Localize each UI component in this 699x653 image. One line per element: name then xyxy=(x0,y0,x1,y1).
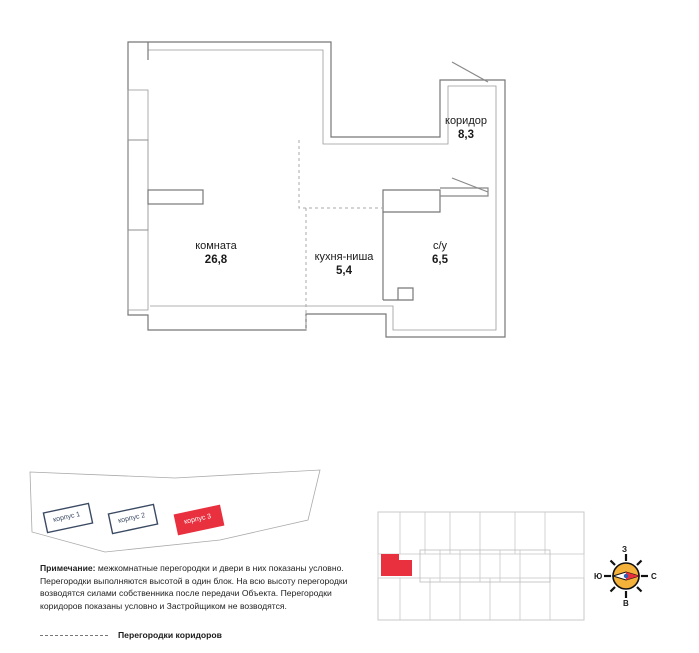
compass-letter-top: З xyxy=(622,545,628,554)
room-area: 6,5 xyxy=(432,254,448,266)
room-area: 8,3 xyxy=(457,129,474,141)
site-plan xyxy=(30,470,320,552)
note-text xyxy=(40,562,370,612)
compass-letter-left: Ю xyxy=(594,572,603,581)
room-name: кухня-ниша xyxy=(314,251,374,263)
room-label-bathroom xyxy=(432,239,448,267)
room-label-kitchen xyxy=(315,250,374,278)
building-3-label: корпус 3 xyxy=(183,513,212,526)
legend-label: Перегородки коридоров xyxy=(118,630,222,640)
legend-dash-symbol xyxy=(40,635,108,636)
key-plan-highlight xyxy=(381,554,412,576)
note-body: межкомнатные перегородки и двери в них показаны условно. Перегородки выполняются высотой в один блок. На всю высоту перегородки возводятся силами собственника после передачи Объекта. Перегородки коридоров показаны условно и Застройщиком не возводятся. xyxy=(40,563,348,611)
room-area: 5,4 xyxy=(335,265,352,277)
compass-letter-bottom: В xyxy=(623,599,629,608)
building-1-label: корпус 1 xyxy=(52,511,81,524)
building-2-label: корпус 2 xyxy=(117,512,146,525)
note-title: Примечание: xyxy=(40,563,96,573)
room-name: коридор xyxy=(445,115,487,127)
compass-letter-right: С xyxy=(651,572,657,581)
room-area: 26,8 xyxy=(204,254,228,266)
room-label-corridor xyxy=(445,114,487,142)
legend xyxy=(40,630,222,640)
compass-rose xyxy=(604,554,648,598)
room-name: с/у xyxy=(432,240,448,252)
room-label-living xyxy=(195,239,237,267)
room-name: комната xyxy=(195,240,237,252)
